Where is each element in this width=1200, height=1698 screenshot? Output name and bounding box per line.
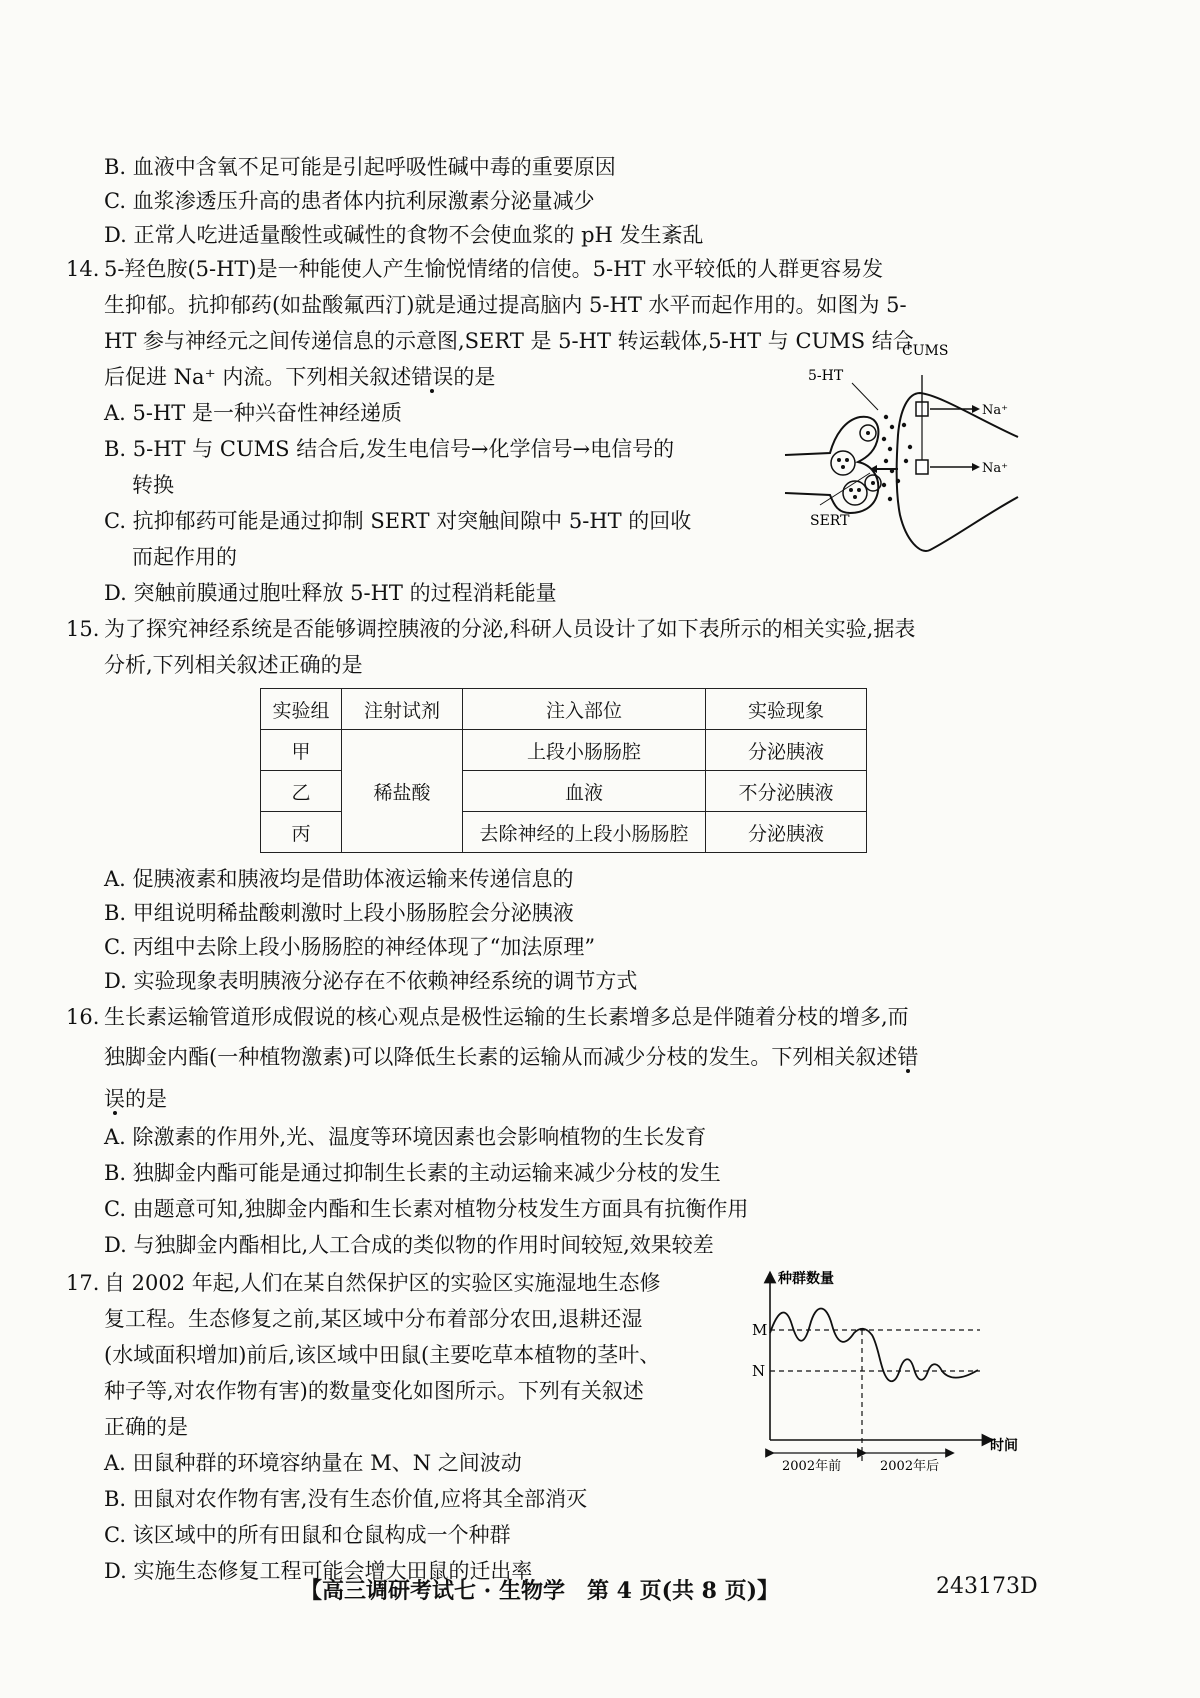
q16-emphasis-mark: 错 — [897, 1045, 919, 1069]
q14-option-b-line-2: 转换 — [132, 473, 174, 497]
q14-stem-line-2: 生抑郁。抗抑郁药(如盐酸氟西汀)就是通过提高脑内 5-HT 水平而起作用的。如图为 5- — [104, 293, 907, 317]
q16-option-c: C. 由题意可知,独脚金内酯和生长素对植物分枝发生方面具有抗衡作用 — [104, 1197, 749, 1221]
period-before-label: 2002年前 — [782, 1459, 842, 1474]
q16-stem-line-2 — [104, 1040, 918, 1074]
y-axis-label: 种群数量 — [778, 1271, 834, 1287]
5-ht-label: 5-HT — [808, 368, 844, 384]
q14-option-c-line-1: C. 抗抑郁药可能是通过抑制 SERT 对突触间隙中 5-HT 的回收 — [104, 509, 692, 533]
q14-option-b-line-1: B. 5-HT 与 CUMS 结合后,发生电信号→化学信号→电信号的 — [104, 437, 675, 461]
table-cell: 不分泌胰液 — [706, 771, 867, 812]
synapse-diagram — [780, 343, 1030, 565]
level-m-label: M — [752, 1321, 768, 1339]
cums-receptor — [916, 460, 928, 474]
table-cell: 分泌胰液 — [706, 812, 867, 853]
q17-stem-line-1: 自 2002 年起,人们在某自然保护区的实验区实施湿地生态修 — [104, 1271, 661, 1295]
q17-option-b: B. 田鼠对农作物有害,没有生态价值,应将其全部消灭 — [104, 1487, 588, 1511]
table-header-row — [261, 689, 867, 730]
q16-emphasis-mark: 误 — [104, 1087, 125, 1111]
q14-stem-post: 的是 — [453, 365, 496, 389]
table-header: 注入部位 — [463, 689, 706, 730]
period-after-label: 2002年后 — [880, 1459, 940, 1474]
q14-option-a: A. 5-HT 是一种兴奋性神经递质 — [104, 401, 402, 425]
q15-option-a: A. 促胰液素和胰液均是借助体液运输来传递信息的 — [104, 867, 574, 891]
q14-number: 14. — [66, 257, 100, 281]
q13-option-b: B. 血液中含氧不足可能是引起呼吸性碱中毒的重要原因 — [104, 155, 616, 179]
q15-option-d: D. 实验现象表明胰液分泌存在不依赖神经系统的调节方式 — [104, 969, 638, 993]
table-header: 实验组 — [261, 689, 342, 730]
q17-option-a: A. 田鼠种群的环境容纳量在 M、N 之间波动 — [104, 1451, 522, 1475]
q14-stem-pre: 后促进 Na⁺ 内流。下列相关叙述 — [104, 365, 412, 389]
experiment-table — [260, 688, 867, 853]
q15-stem-line-2: 分析,下列相关叙述正确的是 — [104, 653, 363, 677]
q17-stem-line-4: 种子等,对农作物有害)的数量变化如图所示。下列有关叙述 — [104, 1379, 644, 1403]
q13-option-c: C. 血浆渗透压升高的患者体内抗利尿激素分泌量减少 — [104, 189, 595, 213]
q16-stem-line-3 — [104, 1082, 167, 1116]
q16-option-a: A. 除激素的作用外,光、温度等环境因素也会影响植物的生长发育 — [104, 1125, 707, 1149]
q16-stem-line-1: 生长素运输管道形成假说的核心观点是极性运输的生长素增多总是伴随着分枝的增多,而 — [104, 1005, 909, 1029]
q16-option-d: D. 与独脚金内酯相比,人工合成的类似物的作用时间较短,效果较差 — [104, 1233, 714, 1257]
q17-stem-line-3: (水域面积增加)前后,该区域中田鼠(主要吃草本植物的茎叶、 — [104, 1343, 661, 1367]
q15-number: 15. — [66, 617, 100, 641]
q14-stem-line-1: 5-羟色胺(5-HT)是一种能使人产生愉悦情绪的信使。5-HT 水平较低的人群更容易发 — [104, 257, 884, 281]
level-n-label: N — [752, 1362, 766, 1380]
table-cell: 乙 — [261, 771, 342, 812]
table-cell: 甲 — [261, 730, 342, 771]
q16-option-b: B. 独脚金内酯可能是通过抑制生长素的主动运输来减少分枝的发生 — [104, 1161, 721, 1185]
q17-number: 17. — [66, 1271, 100, 1295]
na-label-bottom: Na⁺ — [982, 461, 1008, 476]
q16-stem-tail: 的是 — [125, 1087, 167, 1111]
na-label-top: Na⁺ — [982, 403, 1008, 418]
q14-stem-line-3: HT 参与神经元之间传递信息的示意图,SERT 是 5-HT 转运载体,5-HT 与 CUMS 结合 — [104, 329, 914, 353]
vesicle — [831, 451, 855, 475]
table-cell-reagent: 稀盐酸 — [342, 730, 463, 853]
q13-option-d: D. 正常人吃进适量酸性或碱性的食物不会使血浆的 pH 发生紊乱 — [104, 223, 704, 247]
table-cell: 去除神经的上段小肠肠腔 — [463, 812, 706, 853]
q14-option-d: D. 突触前膜通过胞吐释放 5-HT 的过程消耗能量 — [104, 581, 557, 605]
q15-option-b: B. 甲组说明稀盐酸刺激时上段小肠肠腔会分泌胰液 — [104, 901, 574, 925]
table-header: 注射试剂 — [342, 689, 463, 730]
q15-stem-line-1: 为了探究神经系统是否能够调控胰液的分泌,科研人员设计了如下表所示的相关实验,据表 — [104, 617, 916, 641]
q14-stem-line-4 — [104, 360, 495, 394]
q15-option-c: C. 丙组中去除上段小肠肠腔的神经体现了“加法原理” — [104, 935, 596, 959]
sert-label: SERT — [810, 513, 850, 529]
population-graph — [740, 1265, 1040, 1475]
vesicle — [843, 481, 867, 505]
q17-option-c: C. 该区域中的所有田鼠和仓鼠构成一个种群 — [104, 1523, 511, 1547]
q17-stem-line-2: 复工程。生态修复之前,某区域中分布着部分农田,退耕还湿 — [104, 1307, 643, 1331]
paper-code: 243173D — [936, 1574, 1038, 1599]
q17-option-d: D. 实施生态修复工程可能会增大田鼠的迁出率 — [104, 1559, 533, 1583]
table-cell: 血液 — [463, 771, 706, 812]
table-cell: 上段小肠肠腔 — [463, 730, 706, 771]
q14-option-c-line-2: 而起作用的 — [132, 545, 237, 569]
q17-stem-line-5: 正确的是 — [104, 1415, 188, 1439]
q14-emphasis-mark: 错误 — [411, 365, 454, 389]
page-footer: 【高三调研考试七 · 生物学 第 4 页(共 8 页)】 — [300, 1578, 780, 1604]
table-row — [261, 730, 867, 771]
q16-stem-text: 独脚金内酯(一种植物激素)可以降低生长素的运输从而减少分枝的发生。下列相关叙述 — [104, 1045, 898, 1069]
table-cell: 丙 — [261, 812, 342, 853]
x-axis-label: 时间 — [990, 1438, 1018, 1454]
q16-number: 16. — [66, 1005, 100, 1029]
cums-label: CUMS — [902, 343, 949, 359]
table-cell: 分泌胰液 — [706, 730, 867, 771]
population-curve — [770, 1309, 978, 1382]
table-header: 实验现象 — [706, 689, 867, 730]
